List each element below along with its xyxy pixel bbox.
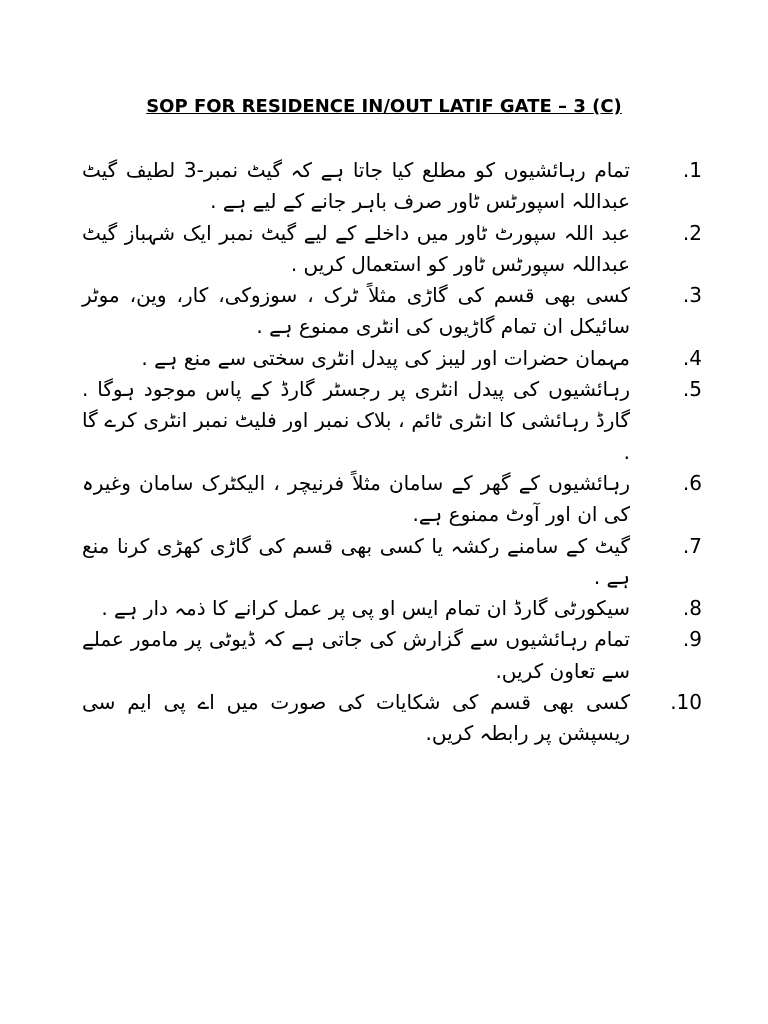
list-item: [82, 374, 702, 468]
list-item-text: کسی بھی قسم کی گاڑی مثلاً ٹرک ، سوزوکی، کار، وین، موٹر سائیکل ان تمام گاڑیوں کی انٹری ممنوع ہے .: [82, 283, 630, 339]
list-item-text: رہائشیوں کے گھر کے سامان مثلاً فرنیچر ، الیکٹرک سامان وغیرہ کی ان اور آوٹ ممنوع ہے.: [82, 470, 630, 527]
list-item-number: .9: [682, 627, 702, 652]
list-item: [82, 280, 702, 343]
list-item-number: .3: [682, 283, 702, 308]
list-item: [82, 687, 702, 750]
list-item: [82, 593, 702, 624]
list-item: [82, 218, 702, 281]
list-item: [82, 155, 702, 218]
list-item-text: تمام رہائشیوں سے گزارش کی جاتی ہے کہ ڈیوٹی پر مامور عملے سے تعاون کریں.: [82, 627, 630, 683]
list-item-number: .4: [682, 345, 702, 370]
list-item-text: گیٹ کے سامنے رکشہ یا کسی بھی قسم کی گاڑی کھڑی کرنا منع ہے .: [82, 533, 630, 589]
list-item-text: کسی بھی قسم کی شکایات کی صورت میں اے پی ایم سی ریسپشن پر رابطہ کریں.: [82, 690, 630, 746]
list-item-number: .5: [682, 377, 702, 402]
list-item: [82, 531, 702, 594]
list-item-text: رہائشیوں کی پیدل انٹری پر رجسٹر گارڈ کے پاس موجود ہوگا . گارڈ رہائشی کا انٹری ٹائم ، بلاک نمبر اور فلیٹ نمبر انٹری کرے گا .: [82, 377, 630, 464]
list-item-number: .1: [682, 158, 702, 182]
list-item: [82, 468, 702, 531]
sop-list: [82, 155, 702, 750]
list-item-number: .10: [670, 690, 702, 715]
list-item-number: .8: [682, 596, 702, 621]
list-item-number: .2: [682, 220, 702, 245]
document-title: SOP FOR RESIDENCE IN/OUT LATIF GATE – 3 (C): [146, 96, 622, 117]
list-item: [82, 624, 702, 687]
list-item-number: .6: [682, 470, 702, 495]
list-item-number: .7: [682, 533, 702, 558]
list-item-text: مہمان حضرات اور لیبز کی پیدل انٹری سختی سے منع ہے .: [141, 345, 630, 370]
list-item-text: عبد اللہ سپورٹ ٹاور میں داخلے کے لیے گیٹ نمبر ایک شہباز گیٹ عبداللہ سپورٹس ٹاور کو استعمال کریں .: [82, 220, 630, 276]
list-item-text: تمام رہائشیوں کو مطلع کیا جاتا ہے کہ گیٹ نمبر-3 لطیف گیٹ عبداللہ اسپورٹس ٹاور صرف باہر جانے کے لیے ہے .: [82, 158, 630, 214]
list-item: [82, 343, 702, 374]
list-item-text: سیکورٹی گارڈ ان تمام ایس او پی پر عمل کرانے کا ذمہ دار ہے .: [101, 596, 630, 621]
